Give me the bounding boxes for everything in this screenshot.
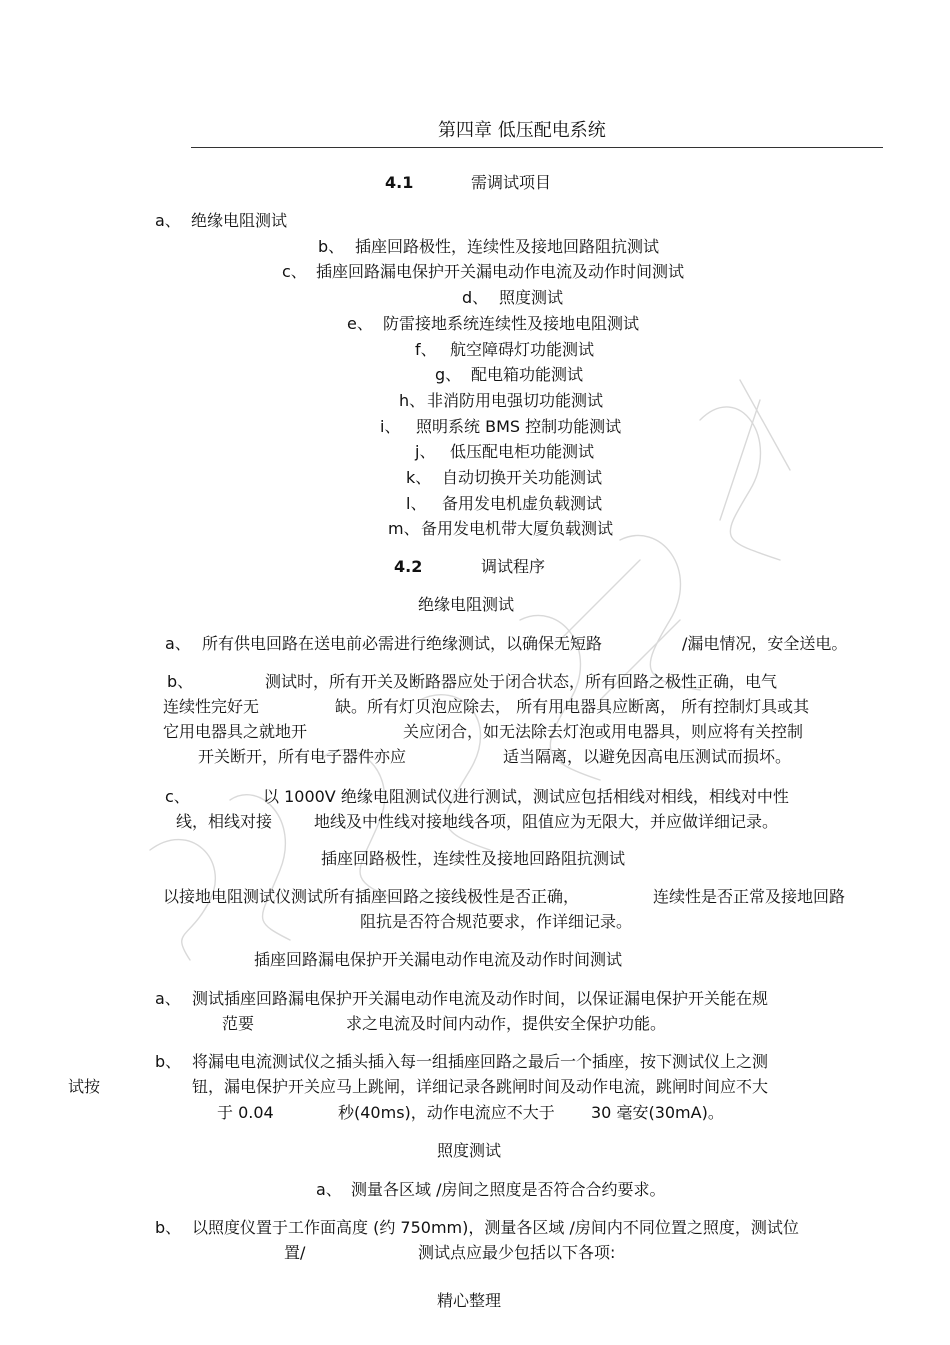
para-text: 阻抗是否符合规范要求，作详细记录。 bbox=[360, 912, 633, 931]
para-text: 求之电流及时间内动作，提供安全保护功能。 bbox=[346, 1014, 667, 1033]
list-item-label: e、 bbox=[347, 314, 373, 333]
para-text: 以照度仪置于工作面高度 (约 750mm)，测量各区域 /房间内不同位置之照度，测试位 bbox=[192, 1218, 799, 1237]
list-item-text: 非消防用电强切功能测试 bbox=[427, 391, 604, 410]
list-item-text: 照明系统 BMS 控制功能测试 bbox=[416, 417, 622, 436]
para-text: /漏电情况，安全送电。 bbox=[682, 634, 848, 653]
para-text: 试按 bbox=[68, 1077, 101, 1096]
list-item-label: f、 bbox=[415, 340, 437, 359]
list-item-text: 配电箱功能测试 bbox=[471, 365, 584, 384]
para-text: 测试时，所有开关及断路器应处于闭合状态，所有回路之极性正确，电气 bbox=[265, 672, 778, 691]
section-title-4-2: 调试程序 bbox=[481, 557, 546, 576]
section-number-4-2: 4.2 bbox=[394, 557, 423, 576]
para-label: c、 bbox=[165, 787, 190, 806]
section-title-4-1: 需调试项目 bbox=[471, 173, 552, 192]
para-text: 线，相线对接 bbox=[176, 812, 273, 831]
list-item-label: b、 bbox=[318, 237, 345, 256]
para-text: 所有供电回路在送电前必需进行绝缘测试，以确保无短路 bbox=[202, 634, 603, 653]
para-label: a、 bbox=[165, 634, 191, 653]
para-text: 于 0.04 bbox=[217, 1103, 274, 1122]
list-item-label: i、 bbox=[380, 417, 401, 436]
para-text: 置/ bbox=[284, 1243, 306, 1262]
list-item-label: d、 bbox=[462, 288, 489, 307]
para-text: 缺。所有灯贝泡应除去， 所有用电器具应断离， 所有控制灯具或其 bbox=[335, 697, 810, 716]
list-item-text: 低压配电柜功能测试 bbox=[450, 442, 595, 461]
list-item-label: a、 bbox=[155, 211, 181, 230]
illum-heading: 照度测试 bbox=[437, 1141, 502, 1160]
para-text: 秒(40ms)，动作电流应不大于 bbox=[338, 1103, 555, 1122]
page-footer: 精心整理 bbox=[437, 1291, 502, 1310]
para-text: 测试插座回路漏电保护开关漏电动作电流及动作时间，以保证漏电保护开关能在规 bbox=[192, 989, 769, 1008]
section-number-4-1: 4.1 bbox=[385, 173, 414, 192]
para-text: 钮，漏电保护开关应马上跳闸，详细记录各跳闸时间及动作电流，跳闸时间应不大 bbox=[192, 1077, 769, 1096]
para-text: 连续性是否正常及接地回路 bbox=[653, 887, 846, 906]
list-item-label: l、 bbox=[406, 494, 427, 513]
list-item-label: c、 bbox=[282, 262, 307, 281]
list-item-label: k、 bbox=[406, 468, 432, 487]
para-text: 将漏电电流测试仪之插头插入每一组插座回路之最后一个插座，按下测试仪上之测 bbox=[192, 1052, 769, 1071]
para-label: a、 bbox=[155, 989, 181, 1008]
rcd-heading: 插座回路漏电保护开关漏电动作电流及动作时间测试 bbox=[254, 950, 623, 969]
list-item-label: m、 bbox=[388, 519, 420, 538]
list-item-label: g、 bbox=[435, 365, 462, 384]
list-item-text: 航空障碍灯功能测试 bbox=[450, 340, 595, 359]
para-label: b、 bbox=[155, 1218, 182, 1237]
list-item-text: 照度测试 bbox=[499, 288, 564, 307]
para-label: b、 bbox=[155, 1052, 182, 1071]
title-divider bbox=[191, 147, 883, 148]
para-label: a、 bbox=[316, 1180, 342, 1199]
para-text: 30 毫安(30mA)。 bbox=[591, 1103, 724, 1122]
list-item-label: h、 bbox=[399, 391, 426, 410]
socket-heading: 插座回路极性，连续性及接地回路阻抗测试 bbox=[321, 849, 626, 868]
para-text: 关应闭合，如无法除去灯泡或用电器具，则应将有关控制 bbox=[403, 722, 804, 741]
para-text: 它用电器具之就地开 bbox=[163, 722, 308, 741]
list-item-text: 插座回路漏电保护开关漏电动作电流及动作时间测试 bbox=[316, 262, 685, 281]
para-text: 以 1000V 绝缘电阻测试仪进行测试，测试应包括相线对相线，相线对中性 bbox=[263, 787, 789, 806]
insulation-heading: 绝缘电阻测试 bbox=[418, 595, 515, 614]
para-text: 开关断开，所有电子器件亦应 bbox=[198, 747, 407, 766]
list-item-text: 插座回路极性，连续性及接地回路阻抗测试 bbox=[355, 237, 660, 256]
chapter-title: 第四章 低压配电系统 bbox=[438, 120, 606, 141]
para-text: 适当隔离，以避免因高电压测试而损坏。 bbox=[503, 747, 792, 766]
list-item-text: 防雷接地系统连续性及接地电阻测试 bbox=[383, 314, 640, 333]
list-item-label: j、 bbox=[415, 442, 436, 461]
list-item-text: 备用发电机虚负载测试 bbox=[442, 494, 603, 513]
list-item-text: 备用发电机带大厦负载测试 bbox=[421, 519, 614, 538]
para-text: 以接地电阻测试仪测试所有插座回路之接线极性是否正确， bbox=[163, 887, 580, 906]
para-text: 范要 bbox=[222, 1014, 255, 1033]
para-label: b、 bbox=[167, 672, 194, 691]
para-text: 测试点应最少包括以下各项: bbox=[418, 1243, 616, 1262]
para-text: 测量各区域 /房间之照度是否符合合约要求。 bbox=[351, 1180, 666, 1199]
list-item-text: 绝缘电阻测试 bbox=[191, 211, 288, 230]
para-text: 地线及中性线对接地线各项，阻值应为无限大，并应做详细记录。 bbox=[314, 812, 779, 831]
para-text: 连续性完好无 bbox=[163, 697, 260, 716]
list-item-text: 自动切换开关功能测试 bbox=[442, 468, 603, 487]
